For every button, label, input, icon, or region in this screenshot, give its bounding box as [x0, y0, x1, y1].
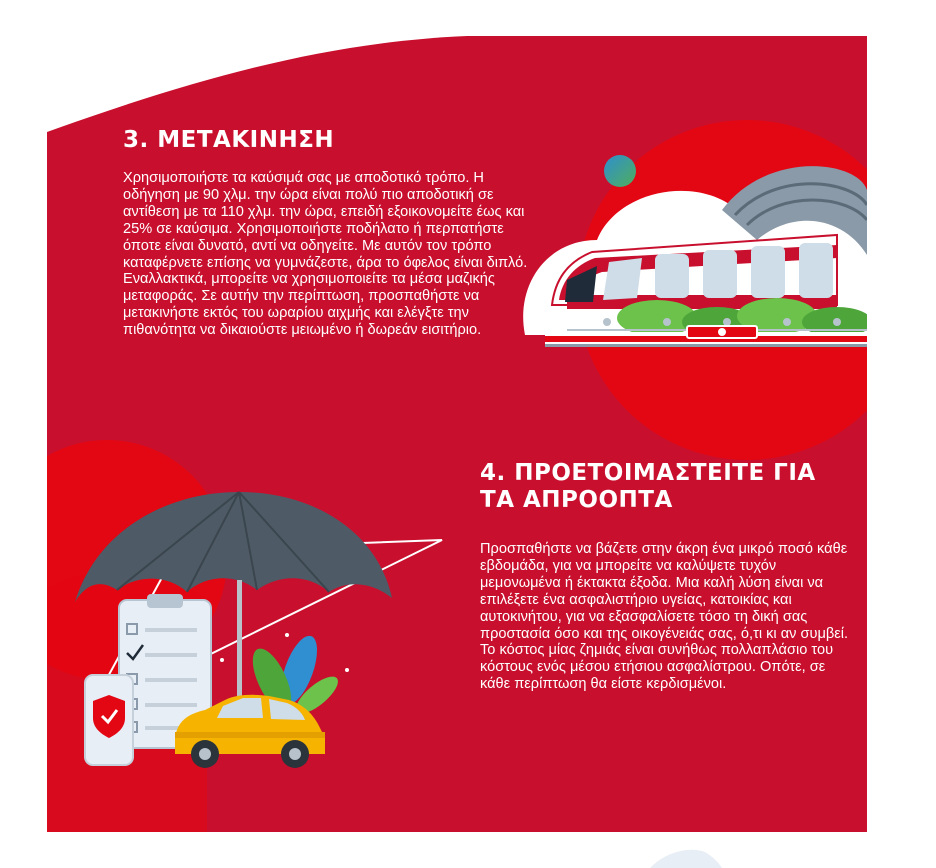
section-4-body: Προσπαθήστε να βάζετε στην άκρη ένα μικρό ποσό κάθε εβδομάδα, για να μπορείτε να καλύψετε τυχόν μεμονωμένα ή έκτακτα έξοδα. Μια καλή λύση είναι να επιλέξετε ένα ασφαλιστήριο υγείας, κατοικίας και αυτοκινήτου, για να εξασφαλίσετε τόσο τη δική σας προστασία όσο και της οικογένειάς σας, ό,τι κι αν συμβεί. Το κόστος μίας ζημιάς είναι συνήθως πολλαπλάσιο του κόστους ενός μέσου ετήσιου ασφαλίστρου. Οπότε, σε κάθε περίπτωση θα είστε κερδισμένοι. [480, 541, 849, 693]
gradient-dot-icon [604, 155, 636, 187]
section-4-title: 4. ΠΡΟΕΤΟΙΜΑΣΤΕΙΤΕ ΓΙΑ ΤΑ ΑΠΡΟΟΠΤΑ [480, 460, 816, 513]
umbrella-insurance-icon [47, 470, 477, 800]
bottom-decoration [0, 832, 936, 868]
section-3-title: 3. ΜΕΤΑΚΙΝΗΣΗ [123, 127, 335, 153]
content-panel [47, 0, 867, 832]
train-icon [507, 40, 867, 410]
section-3-body: Χρησιμοποιήστε τα καύσιμά σας με αποδοτικό τρόπο. Η οδήγηση με 90 χλμ. την ώρα είναι πολύ πιο αποδοτική σε αντίθεση με τα 110 χλμ. την ώρα, επειδή εξοικονομείτε έως και 25% σε καύσιμα. Χρησιμοποιήστε ποδήλατο ή περπατήστε όποτε είναι δυνατό, αντί να οδηγείτε. Με αυτόν τον τρόπο καταφέρνετε επίσης να γυμνάζεστε, άρα το όφελος είναι διπλό. Εναλλακτικά, μπορείτε να χρησιμοποιείτε τα μέσα μαζικής μεταφοράς. Σε αυτήν την περίπτωση, προσπαθήστε να μετακινήστε εκτός του ωραρίου αιχμής και ελέγξτε την πιθανότητα να δικαιούστε μειωμένο ή δωρεάν εισιτήριο. [123, 170, 528, 339]
